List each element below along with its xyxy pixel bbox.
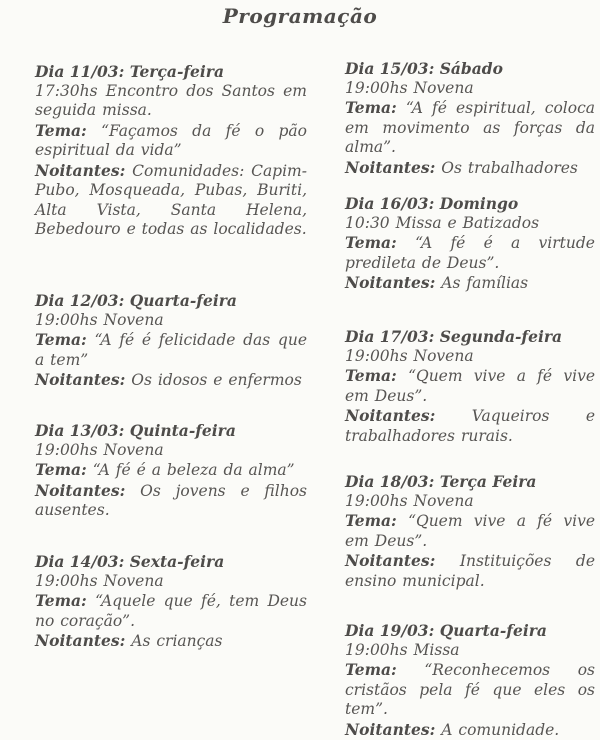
labeled-paragraph [35,161,307,240]
paragraph-text: “Façamos da fé o pão espiritual da vida” [35,121,307,159]
labeled-paragraph [345,551,595,591]
paragraph-text: 19:00hs Novena [35,440,164,459]
paragraph-text: Os jovens e filhos ausentes. [35,481,307,519]
paragraph-text: 19:00hs Novena [345,346,474,365]
day-heading: Dia 17/03: Segunda-feira [345,327,563,346]
schedule-day-block [35,62,307,240]
labeled-paragraph [35,330,307,370]
labeled-paragraph [345,233,595,273]
text-paragraph [35,572,307,592]
paragraph-text: A comunidade. [441,720,560,739]
labeled-paragraph [345,273,595,294]
day-heading: Dia 11/03: Terça-feira [35,62,225,81]
paragraph-label: Noitantes: [345,273,436,292]
paragraph-label: Tema: [345,98,397,117]
paragraph-text: 19:00hs Novena [345,491,474,510]
paragraph-text: “Quem vive a fé vive em Deus”. [345,367,595,405]
paragraph-text: 19:00hs Missa [345,640,460,659]
text-paragraph [345,492,595,512]
text-paragraph [345,641,595,661]
labeled-paragraph [35,370,307,391]
labeled-paragraph [345,98,595,158]
labeled-paragraph [35,631,307,652]
schedule-day-block [345,621,595,740]
text-paragraph [35,82,307,121]
paragraph-label: Noitantes: [35,631,126,650]
paragraph-text: 10:30 Missa e Batizados [345,213,540,232]
schedule-day-block [345,472,595,591]
labeled-paragraph [345,660,595,720]
paragraph-label: Noitantes: [35,370,126,389]
labeled-paragraph [345,406,595,446]
day-heading: Dia 15/03: Sábado [345,59,503,78]
paragraph-label: Noitantes: [345,406,436,425]
paragraph-text: “A fé é felicidade das que a tem” [35,331,307,369]
labeled-paragraph [345,511,595,551]
day-heading: Dia 19/03: Quarta-feira [345,621,547,640]
labeled-paragraph [35,481,307,521]
day-heading: Dia 13/03: Quinta-feira [35,421,236,440]
labeled-paragraph [35,591,307,631]
paragraph-text: 19:00hs Novena [35,571,164,590]
paragraph-label: Tema: [35,330,87,349]
text-paragraph [345,79,595,99]
paragraph-label: Tema: [345,366,397,385]
paragraph-text: 19:00hs Novena [345,78,474,97]
labeled-paragraph [35,460,307,481]
paragraph-text: “A fé é a virtude predileta de Deus”. [345,234,595,272]
day-heading: Dia 16/03: Domingo [345,194,519,213]
text-paragraph [35,311,307,331]
paragraph-text: “A fé é a beleza da alma” [92,461,295,479]
labeled-paragraph [345,720,595,740]
paragraph-text: 17:30hs Encontro dos Santos em seguida missa. [35,81,307,119]
paragraph-text: Vaqueiros e trabalhadores rurais. [345,407,595,445]
labeled-paragraph [35,121,307,161]
paragraph-text: 19:00hs Novena [35,310,164,329]
paragraph-text: “Quem vive a fé vive em Deus”. [345,512,595,550]
paragraph-text: Os idosos e enfermos [131,371,302,389]
paragraph-text: Comunidades: Capim-Pubo, Mosqueada, Pubas, Buriti, Alta Vista, Santa Helena, Bebedouro e todas as localidades. [35,161,307,238]
schedule-day-block [35,552,307,652]
paragraph-label: Tema: [35,120,87,140]
text-paragraph [345,214,595,234]
labeled-paragraph [345,366,595,406]
schedule-day-block [345,59,595,178]
day-heading: Dia 12/03: Quarta-feira [35,291,237,310]
schedule-day-block [35,291,307,391]
paragraph-text: “Reconhecemos os cristãos pela fé que eles os tem”. [345,661,595,718]
schedule-day-block [35,421,307,521]
paragraph-label: Tema: [345,660,397,679]
day-heading: Dia 14/03: Sexta-feira [35,552,225,571]
paragraph-label: Tema: [345,233,397,252]
paragraph-text: As famílias [441,274,529,292]
paragraph-text: Instituições de ensino municipal. [345,552,595,590]
paragraph-label: Noitantes: [35,160,126,180]
page-title: Programação [222,4,378,28]
paragraph-label: Noitantes: [35,480,126,500]
paragraph-label: Noitantes: [345,551,436,570]
paragraph-text: “A fé espiritual, coloca em movimento as forças da alma”. [345,99,595,156]
day-heading: Dia 18/03: Terça Feira [345,472,537,491]
schedule-day-block [345,327,595,446]
paragraph-label: Noitantes: [345,157,436,177]
text-paragraph [35,441,307,461]
labeled-paragraph [345,158,595,179]
text-paragraph [345,347,595,367]
paragraph-label: Tema: [35,460,87,479]
paragraph-text: “Aquele que fé, tem Deus no coração”. [35,592,307,630]
paragraph-label: Tema: [345,511,397,530]
schedule-column-right [345,0,595,740]
paragraph-label: Noitantes: [345,719,436,739]
paragraph-label: Tema: [35,591,87,610]
schedule-column-left [35,0,307,740]
paragraph-text: Os trabalhadores [441,158,578,177]
paragraph-text: As crianças [131,632,223,650]
schedule-day-block [345,194,595,294]
